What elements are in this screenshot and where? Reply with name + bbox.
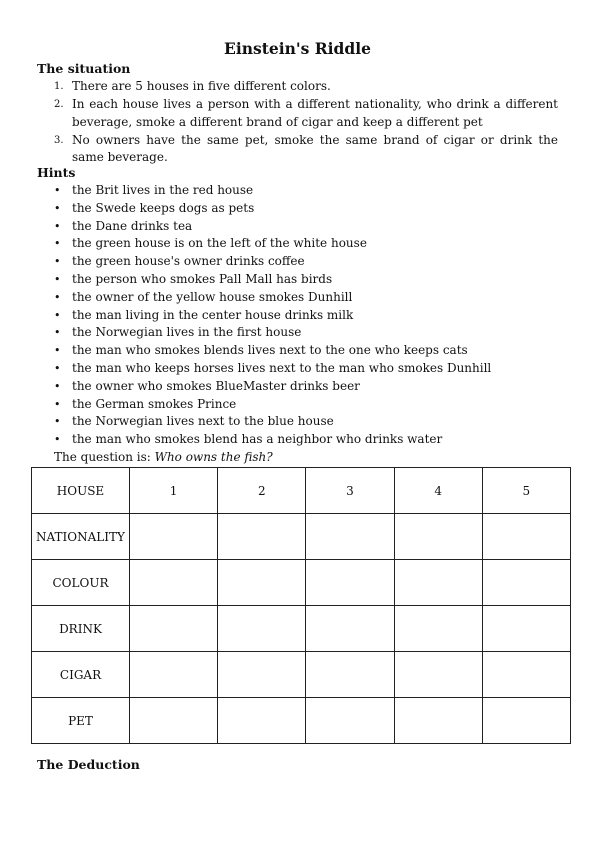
table-cell[interactable] [130,514,218,560]
hints-heading: Hints [37,165,76,180]
bullet-icon: • [54,326,61,340]
situation-item [54,132,558,167]
row-label: NATIONALITY [32,514,130,560]
situation-item-text: No owners have the same pet, smoke the same brand of cigar or drink the same beverage. [72,132,558,164]
hint-item [54,182,558,200]
table-cell[interactable] [218,652,306,698]
bullet-icon: • [54,184,61,197]
row-label: PET [32,698,130,744]
hint-item [54,396,558,414]
table-row [32,652,571,698]
bullet-icon: • [54,201,61,215]
situation-item [54,78,558,96]
hint-item [54,431,558,449]
table-cell[interactable] [130,652,218,698]
hint-item [54,342,558,360]
hint-text: the owner of the yellow house smokes Dunhill [72,289,353,304]
hint-text: the green house is on the left of the white house [72,236,367,251]
row-label: COLOUR [32,560,130,606]
table-row [32,514,571,560]
hint-item [54,218,558,236]
hint-item [54,378,558,396]
table-row [32,560,571,606]
table-cell[interactable] [218,560,306,606]
bullet-icon: • [54,397,61,411]
table-cell[interactable] [482,698,570,744]
question-text: Who owns the fish? [154,450,273,464]
bullet-icon: • [54,219,61,233]
hint-text: the German smokes Prince [72,396,237,411]
situation-item [54,96,558,131]
table-cell[interactable] [482,606,570,652]
list-number: 3. [54,134,64,146]
situation-item-text: There are 5 houses in five different colors. [72,79,331,93]
table-cell[interactable] [394,560,482,606]
table-cell[interactable] [218,698,306,744]
bullet-icon: • [54,361,61,375]
bullet-icon: • [54,255,61,269]
table-cell[interactable] [306,606,394,652]
situation-item-text: In each house lives a person with a different nationality, who drink a different beverage, smoke a different brand of cigar and keep a different pet [72,97,558,129]
table-cell[interactable] [306,560,394,606]
bullet-icon: • [54,415,61,429]
hint-item [54,413,558,431]
hint-text: the Norwegian lives next to the blue house [72,414,334,429]
table-header-row [32,468,571,514]
logic-grid-table [31,467,571,744]
hint-text: the Norwegian lives in the first house [72,325,302,340]
table-header-cell: 5 [482,468,570,514]
hint-text: the Dane drinks tea [72,218,193,233]
table-header-cell: 3 [306,468,394,514]
hint-item [54,271,558,289]
hints-list [54,182,558,449]
table-cell[interactable] [394,514,482,560]
table-cell[interactable] [130,698,218,744]
question-line [54,449,273,466]
bullet-icon: • [54,379,61,393]
table-header-cell: 2 [218,468,306,514]
hint-item [54,200,558,218]
bullet-icon: • [54,272,61,286]
bullet-icon: • [54,433,61,447]
bullet-icon: • [54,237,61,251]
hint-text: the Swede keeps dogs as pets [72,200,255,215]
hint-item [54,360,558,378]
bullet-icon: • [54,290,61,304]
table-cell[interactable] [394,698,482,744]
table-header-cell: HOUSE [32,468,130,514]
hint-text: the green house's owner drinks coffee [72,254,305,269]
list-number: 2. [54,99,64,110]
table-cell[interactable] [482,652,570,698]
table-header-cell: 1 [130,468,218,514]
hint-item [54,307,558,325]
hint-text: the Brit lives in the red house [72,183,254,197]
situation-heading: The situation [37,61,131,76]
table-cell[interactable] [394,606,482,652]
hint-text: the person who smokes Pall Mall has birds [72,271,333,286]
situation-list [54,78,558,167]
document-title: Einstein's Riddle [224,39,371,58]
table-cell[interactable] [306,652,394,698]
hint-text: the man who keeps horses lives next to the man who smokes Dunhill [72,360,492,375]
table-cell[interactable] [218,606,306,652]
row-label: DRINK [32,606,130,652]
table-cell[interactable] [306,698,394,744]
table-cell[interactable] [130,560,218,606]
hint-item [54,289,558,307]
question-prefix: The question is: [54,450,155,464]
deduction-heading: The Deduction [37,757,140,772]
table-cell[interactable] [394,652,482,698]
table-row [32,698,571,744]
hint-text: the man living in the center house drinks milk [72,307,354,322]
hint-item [54,324,558,342]
hint-text: the owner who smokes BlueMaster drinks beer [72,378,360,393]
list-number: 1. [54,81,64,92]
row-label: CIGAR [32,652,130,698]
table-cell[interactable] [218,514,306,560]
table-cell[interactable] [482,514,570,560]
table-cell[interactable] [306,514,394,560]
bullet-icon: • [54,344,61,358]
table-row [32,606,571,652]
bullet-icon: • [54,308,61,322]
table-cell[interactable] [130,606,218,652]
hint-item [54,235,558,253]
hint-text: the man who smokes blend has a neighbor who drinks water [72,432,443,447]
hint-item [54,253,558,271]
table-cell[interactable] [482,560,570,606]
hint-text: the man who smokes blends lives next to the one who keeps cats [72,343,468,358]
table-header-cell: 4 [394,468,482,514]
